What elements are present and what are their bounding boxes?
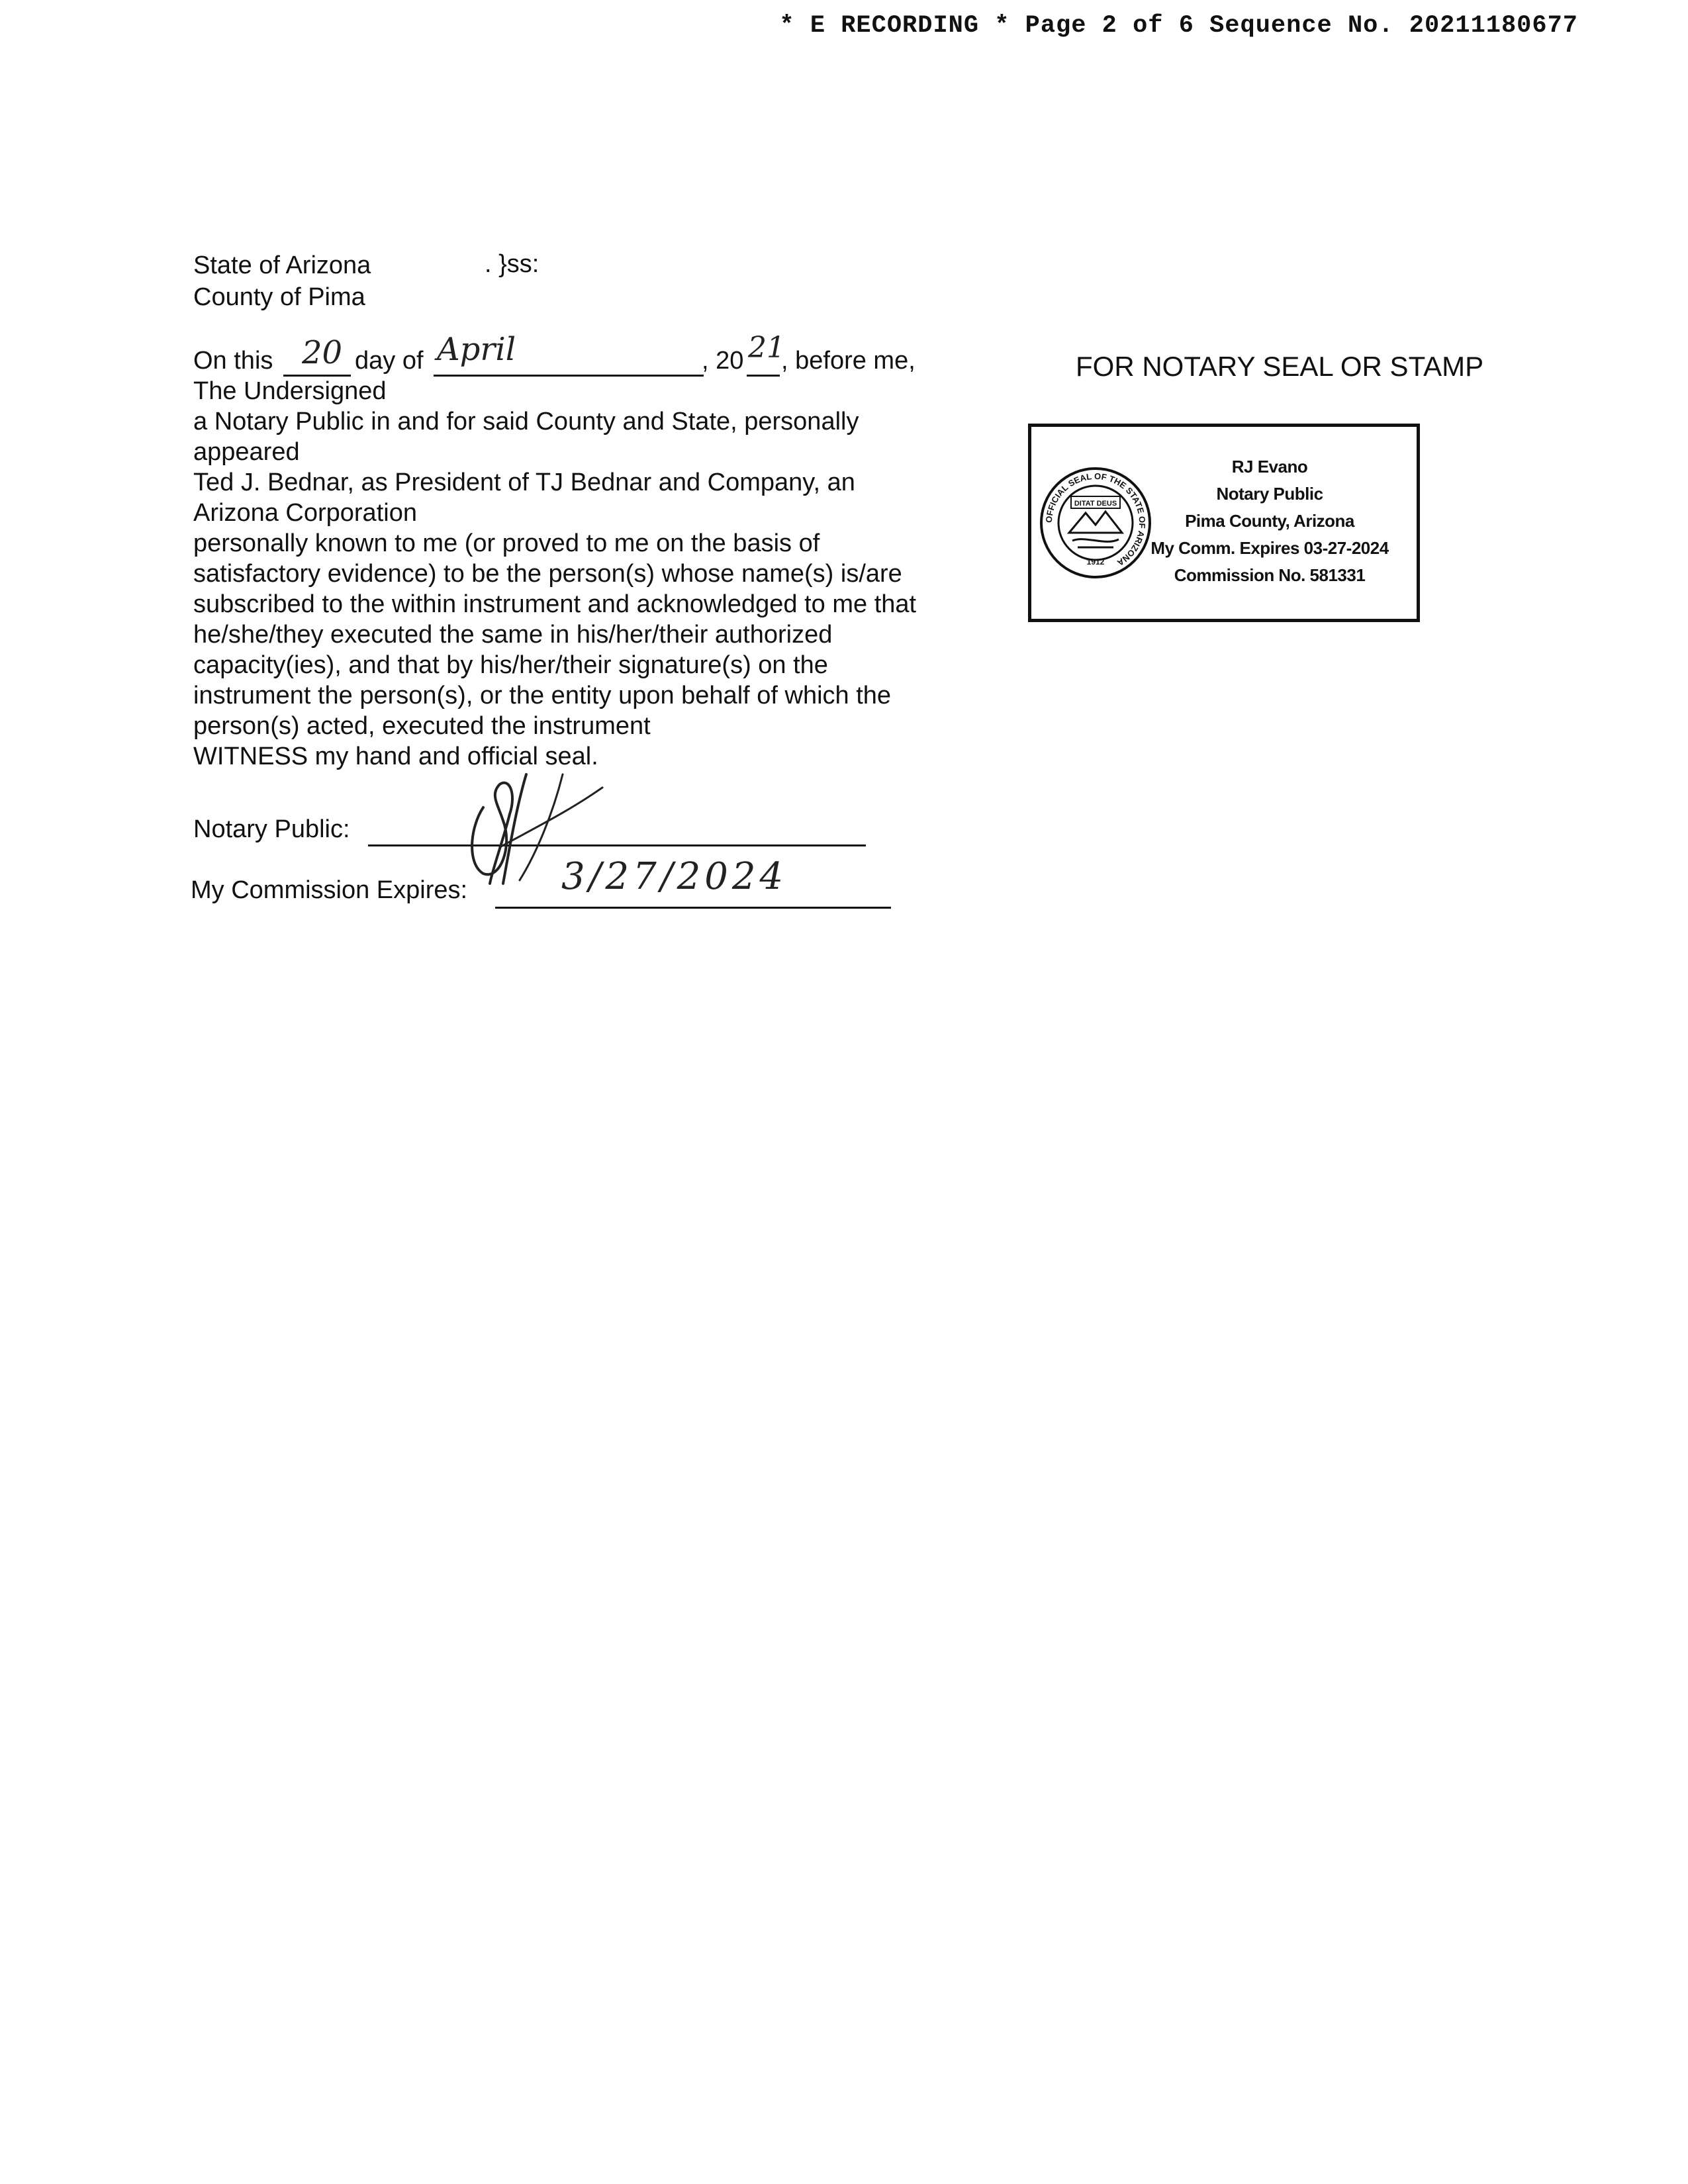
ack-line: satisfactory evidence) to be the person(s) whose name(s) is/are [193,560,902,588]
notary-stamp-heading: FOR NOTARY SEAL OR STAMP [1076,351,1484,382]
ack-line: instrument the person(s), or the entity upon behalf of which the [193,682,892,709]
stamp-county: Pima County, Arizona [1185,511,1354,531]
seal-center-text: DITAT DEUS [1074,500,1117,508]
venue-state: State of Arizona [193,251,371,279]
ack-line: Ted J. Bednar, as President of TJ Bednar and Company, an [193,469,855,496]
commission-expires-line [495,907,891,909]
witness-line: WITNESS my hand and official seal. [193,743,598,770]
before-me-label: , before me, [781,347,915,375]
ack-line: The Undersigned [193,377,387,405]
month-value: April [437,331,516,368]
stamp-commission-no: Commission No. 581331 [1174,565,1366,585]
ack-line: appeared [193,438,300,466]
ack-line: capacity(ies), and that by his/her/their signature(s) on the [193,651,828,679]
stamp-text [1144,453,1395,589]
state-seal-icon [1039,467,1152,579]
year-underline [747,375,780,377]
recording-header: * E RECORDING * Page 2 of 6 Sequence No. 20211180677 [779,12,1578,40]
ack-line: personally known to me (or proved to me on the basis of [193,529,820,557]
ack-line: he/she/they executed the same in his/her/their authorized [193,621,833,649]
year-prefix: , 20 [702,347,744,375]
ack-line: a Notary Public in and for said County and State, personally [193,408,859,435]
commission-expires-value: 3/27/2024 [561,855,788,898]
venue-county: County of Pima [193,283,365,311]
ack-line: Arizona Corporation [193,499,417,527]
ack-line: subscribed to the within instrument and acknowledged to me that [193,590,917,618]
seal-ring-text: OFFICIAL SEAL OF THE STATE OF ARIZONA [1043,471,1148,569]
month-underline [434,375,704,377]
seal-year: 1912 [1086,557,1105,567]
stamp-notary-name: RJ Evano [1231,457,1308,477]
commission-expires-label: My Commission Expires: [191,876,468,904]
notary-stamp [1028,424,1420,622]
notary-public-label: Notary Public: [193,815,350,843]
day-value: 20 [302,334,343,371]
ack-line: person(s) acted, executed the instrument [193,712,651,740]
year-value: 21 [748,331,785,365]
stamp-notary-title: Notary Public [1216,484,1323,504]
on-this-label: On this [193,347,273,375]
stamp-expires: My Comm. Expires 03-27-2024 [1150,538,1389,558]
day-of-label: day of [355,347,424,375]
venue-ss: . }ss: [485,250,539,278]
